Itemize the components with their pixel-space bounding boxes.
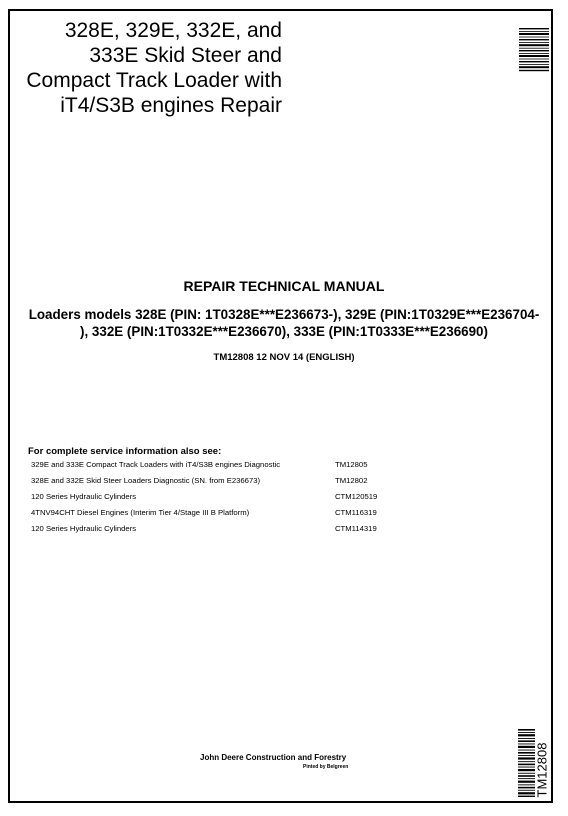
title-line-4: iT4/S3B engines Repair bbox=[60, 94, 282, 117]
reference-code: CTM116319 bbox=[335, 508, 377, 517]
reference-code: TM12805 bbox=[335, 460, 368, 469]
printed-by: Pinted by Belgreen bbox=[303, 764, 349, 770]
reference-row bbox=[31, 460, 431, 476]
reference-title: 4TNV94CHT Diesel Engines (Interim Tier 4/Stage III B Platform) bbox=[31, 508, 250, 517]
publisher: John Deere Construction and Forestry bbox=[200, 753, 347, 762]
reference-list bbox=[31, 460, 431, 540]
reference-code: TM12802 bbox=[335, 476, 368, 485]
reference-row bbox=[31, 476, 431, 492]
side-code bbox=[531, 740, 553, 800]
title-line-3: Compact Track Loader with bbox=[26, 69, 282, 92]
manual-heading: REPAIR TECHNICAL MANUAL bbox=[183, 278, 385, 294]
models-line-1: Loaders models 328E (PIN: 1T0328E***E236673-), 329E (PIN:1T0329E***E236704- bbox=[28, 307, 540, 322]
models-block bbox=[14, 306, 554, 340]
reference-title: 120 Series Hydraulic Cylinders bbox=[31, 524, 137, 533]
reference-title: 329E and 333E Compact Track Loaders with iT4/S3B engines Diagnostic bbox=[31, 460, 281, 469]
reference-row bbox=[31, 508, 431, 524]
reference-row bbox=[31, 492, 431, 508]
document-title bbox=[14, 18, 282, 118]
title-line-2: 333E Skid Steer and bbox=[89, 44, 282, 67]
side-code-text: TM12808 bbox=[534, 742, 550, 798]
reference-row bbox=[31, 524, 431, 540]
models-line-2: ), 332E (PIN:1T0332E***E236670), 333E (PIN:1T0333E***E236690) bbox=[80, 324, 488, 339]
reference-title: 328E and 332E Skid Steer Loaders Diagnostic (SN. from E236673) bbox=[31, 476, 261, 485]
page-border bbox=[8, 9, 553, 803]
reference-title: 120 Series Hydraulic Cylinders bbox=[31, 492, 137, 501]
title-line-1: 328E, 329E, 332E, and bbox=[64, 19, 282, 42]
barcode-top bbox=[519, 28, 549, 72]
reference-code: CTM114319 bbox=[335, 524, 377, 533]
see-also-heading: For complete service information also see: bbox=[28, 446, 222, 457]
reference-code: CTM120519 bbox=[335, 492, 378, 501]
manual-id-line: TM12808 12 NOV 14 (ENGLISH) bbox=[213, 352, 355, 363]
